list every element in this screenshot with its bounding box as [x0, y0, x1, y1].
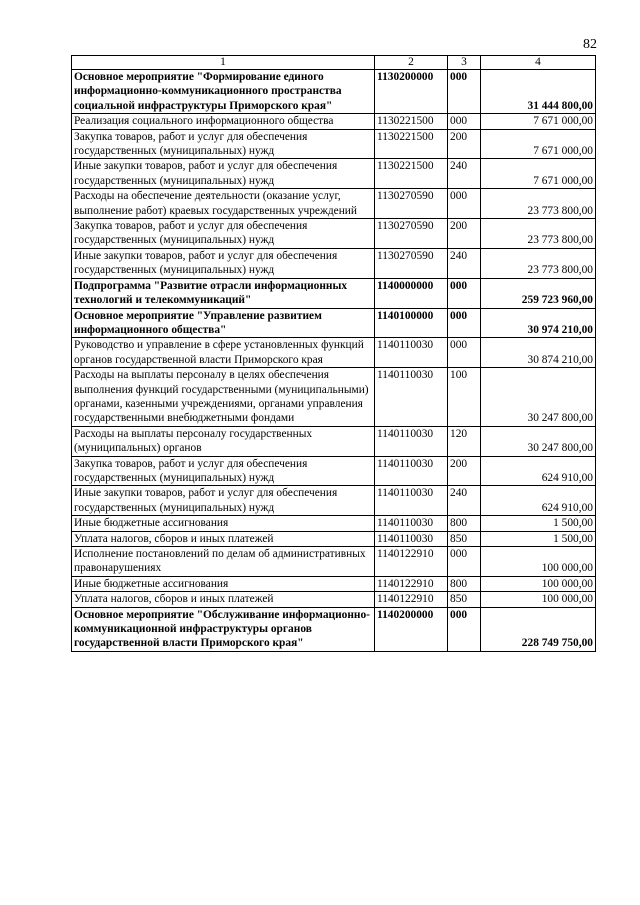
row-name-cell: Иные закупки товаров, работ и услуг для обеспечения государственных (муниципальных) нужд: [72, 159, 375, 189]
row-amount-cell: 624 910,00: [481, 456, 596, 486]
row-name-cell: Расходы на выплаты персоналу в целях обеспечения выполнения функций государственными (муниципальными) органами, казенными учреждениями, органами управления государственными внебюджетными фондами: [72, 368, 375, 427]
row-amount-cell: 23 773 800,00: [481, 219, 596, 249]
table-row: [72, 607, 596, 651]
row-type-cell: 000: [448, 114, 481, 129]
table-row: [72, 189, 596, 219]
row-type-cell: 200: [448, 129, 481, 159]
table-row: [72, 248, 596, 278]
row-name-cell: Основное мероприятие "Управление развитием информационного общества": [72, 308, 375, 338]
row-type-cell: 200: [448, 456, 481, 486]
row-name-cell: Закупка товаров, работ и услуг для обеспечения государственных (муниципальных) нужд: [72, 129, 375, 159]
column-header: 4: [481, 56, 596, 70]
row-name-cell: Иные закупки товаров, работ и услуг для обеспечения государственных (муниципальных) нужд: [72, 248, 375, 278]
row-name-cell: Расходы на выплаты персоналу государственных (муниципальных) органов: [72, 426, 375, 456]
table-header-row: [72, 56, 596, 70]
row-name-cell: Иные бюджетные ассигнования: [72, 576, 375, 591]
row-code-cell: 1140110030: [375, 516, 448, 531]
table-body: [72, 70, 596, 652]
row-type-cell: 800: [448, 576, 481, 591]
row-type-cell: 000: [448, 189, 481, 219]
row-name-cell: Закупка товаров, работ и услуг для обеспечения государственных (муниципальных) нужд: [72, 219, 375, 249]
row-amount-cell: 1 500,00: [481, 531, 596, 546]
row-type-cell: 000: [448, 607, 481, 651]
row-code-cell: 1130270590: [375, 219, 448, 249]
row-type-cell: 000: [448, 308, 481, 338]
row-type-cell: 120: [448, 426, 481, 456]
row-code-cell: 1140000000: [375, 278, 448, 308]
table-row: [72, 338, 596, 368]
row-name-cell: Основное мероприятие "Формирование единого информационно-коммуникационного пространства социальной инфраструктуры Приморского края": [72, 70, 375, 114]
row-type-cell: 850: [448, 592, 481, 607]
row-name-cell: Основное мероприятие "Обслуживание информационно-коммуникационной инфраструктуры органов государственной власти Приморского края": [72, 607, 375, 651]
row-code-cell: 1140110030: [375, 486, 448, 516]
table-row: [72, 486, 596, 516]
row-type-cell: 000: [448, 278, 481, 308]
row-type-cell: 800: [448, 516, 481, 531]
row-name-cell: Иные закупки товаров, работ и услуг для обеспечения государственных (муниципальных) нужд: [72, 486, 375, 516]
table-row: [72, 159, 596, 189]
row-amount-cell: 100 000,00: [481, 547, 596, 577]
page-number: 82: [583, 37, 597, 52]
budget-table: [71, 55, 596, 652]
row-code-cell: 1140110030: [375, 531, 448, 546]
table-row: [72, 114, 596, 129]
row-code-cell: 1130270590: [375, 189, 448, 219]
row-amount-cell: 7 671 000,00: [481, 129, 596, 159]
row-code-cell: 1140122910: [375, 547, 448, 577]
table-row: [72, 70, 596, 114]
row-name-cell: Уплата налогов, сборов и иных платежей: [72, 531, 375, 546]
table-row: [72, 531, 596, 546]
row-code-cell: 1130221500: [375, 129, 448, 159]
row-type-cell: 240: [448, 248, 481, 278]
column-header: 3: [448, 56, 481, 70]
table-row: [72, 368, 596, 427]
row-name-cell: Иные бюджетные ассигнования: [72, 516, 375, 531]
row-amount-cell: 23 773 800,00: [481, 248, 596, 278]
table-row: [72, 592, 596, 607]
row-type-cell: 200: [448, 219, 481, 249]
row-amount-cell: 1 500,00: [481, 516, 596, 531]
row-amount-cell: 30 874 210,00: [481, 338, 596, 368]
row-code-cell: 1140200000: [375, 607, 448, 651]
row-amount-cell: 228 749 750,00: [481, 607, 596, 651]
table-row: [72, 219, 596, 249]
row-type-cell: 000: [448, 338, 481, 368]
row-amount-cell: 7 671 000,00: [481, 114, 596, 129]
row-name-cell: Реализация социального информационного общества: [72, 114, 375, 129]
row-code-cell: 1140122910: [375, 576, 448, 591]
row-name-cell: Руководство и управление в сфере установленных функций органов государственной власти Приморского края: [72, 338, 375, 368]
row-amount-cell: 31 444 800,00: [481, 70, 596, 114]
row-type-cell: 240: [448, 486, 481, 516]
table-row: [72, 426, 596, 456]
row-code-cell: 1130200000: [375, 70, 448, 114]
table-row: [72, 308, 596, 338]
row-amount-cell: 23 773 800,00: [481, 189, 596, 219]
row-amount-cell: 624 910,00: [481, 486, 596, 516]
table-row: [72, 456, 596, 486]
row-code-cell: 1140122910: [375, 592, 448, 607]
row-type-cell: 000: [448, 70, 481, 114]
row-name-cell: Расходы на обеспечение деятельности (оказание услуг, выполнение работ) краевых государственных учреждений: [72, 189, 375, 219]
table-row: [72, 278, 596, 308]
row-amount-cell: 259 723 960,00: [481, 278, 596, 308]
row-amount-cell: 100 000,00: [481, 592, 596, 607]
table-row: [72, 547, 596, 577]
row-name-cell: Закупка товаров, работ и услуг для обеспечения государственных (муниципальных) нужд: [72, 456, 375, 486]
row-name-cell: Уплата налогов, сборов и иных платежей: [72, 592, 375, 607]
row-name-cell: Подпрограмма "Развитие отрасли информационных технологий и телекоммуникаций": [72, 278, 375, 308]
row-code-cell: 1140110030: [375, 338, 448, 368]
row-code-cell: 1140100000: [375, 308, 448, 338]
row-type-cell: 850: [448, 531, 481, 546]
row-code-cell: 1140110030: [375, 426, 448, 456]
row-code-cell: 1130221500: [375, 114, 448, 129]
row-code-cell: 1130221500: [375, 159, 448, 189]
row-code-cell: 1130270590: [375, 248, 448, 278]
row-code-cell: 1140110030: [375, 456, 448, 486]
row-amount-cell: 30 247 800,00: [481, 368, 596, 427]
table-row: [72, 576, 596, 591]
row-amount-cell: 100 000,00: [481, 576, 596, 591]
table-row: [72, 516, 596, 531]
row-type-cell: 100: [448, 368, 481, 427]
row-amount-cell: 7 671 000,00: [481, 159, 596, 189]
row-amount-cell: 30 974 210,00: [481, 308, 596, 338]
row-amount-cell: 30 247 800,00: [481, 426, 596, 456]
row-name-cell: Исполнение постановлений по делам об административных правонарушениях: [72, 547, 375, 577]
table-row: [72, 129, 596, 159]
column-header: 1: [72, 56, 375, 70]
row-type-cell: 240: [448, 159, 481, 189]
row-type-cell: 000: [448, 547, 481, 577]
column-header: 2: [375, 56, 448, 70]
row-code-cell: 1140110030: [375, 368, 448, 427]
